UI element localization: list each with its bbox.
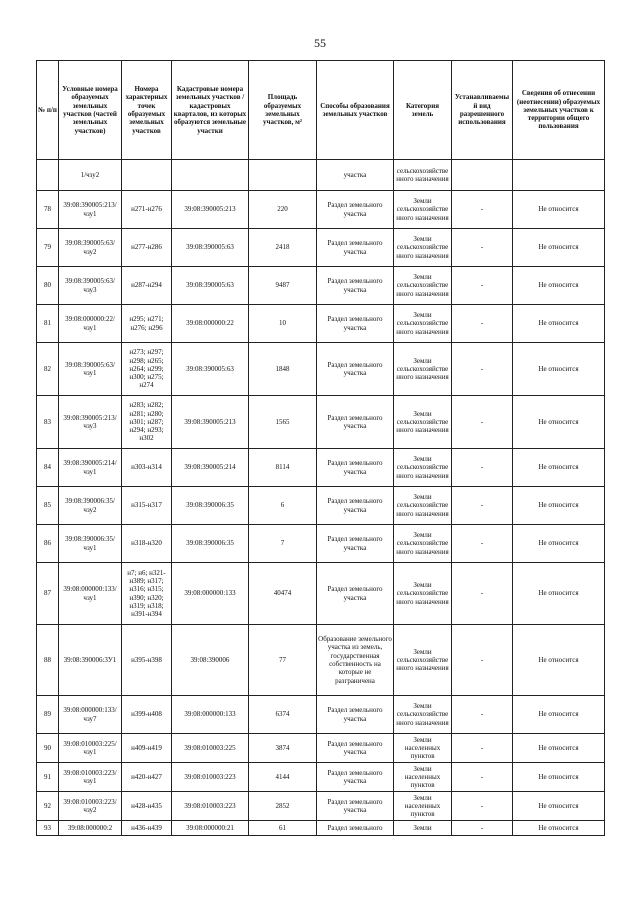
cell-area: 8114 bbox=[249, 449, 317, 487]
cell-num: 84 bbox=[37, 449, 59, 487]
cell-public-use: Не относится bbox=[513, 487, 605, 525]
cell-permitted-use bbox=[452, 160, 513, 191]
cell-points: н420-н427 bbox=[122, 763, 172, 792]
cell-method: Раздел земельного участка bbox=[317, 191, 394, 229]
cell-method: Раздел земельного участка bbox=[317, 487, 394, 525]
cell-cadastral: 39:08:390006 bbox=[172, 625, 249, 696]
cell-num: 82 bbox=[37, 343, 59, 396]
cell-conditional-number: 39:08:000000:22/чзу1 bbox=[59, 305, 122, 343]
cell-cadastral: 39:08:000000:133 bbox=[172, 563, 249, 625]
table-header-row bbox=[37, 61, 605, 160]
cell-area: 61 bbox=[249, 821, 317, 836]
cell-points: н7; н6; н321-н389; н317; н316; н315; н390; н320; н319; н318; н391-н394 bbox=[122, 563, 172, 625]
cell-category: Земли сельскохозяйственного назначения bbox=[394, 563, 452, 625]
cell-num: 79 bbox=[37, 229, 59, 267]
land-plots-table bbox=[36, 60, 605, 836]
cell-area bbox=[249, 160, 317, 191]
cell-public-use: Не относится bbox=[513, 449, 605, 487]
header-conditional-number: Условные номера образуемых земельных участков (частей земельных участков) bbox=[59, 61, 122, 160]
cell-num: 88 bbox=[37, 625, 59, 696]
cell-conditional-number: 39:08:390006:35/чзу1 bbox=[59, 525, 122, 563]
cell-num: 78 bbox=[37, 191, 59, 229]
cell-area: 6 bbox=[249, 487, 317, 525]
header-num: № п/п bbox=[37, 61, 59, 160]
cell-category: Земли сельскохозяйственного назначения bbox=[394, 449, 452, 487]
cell-category: Земли сельскохозяйственного назначения bbox=[394, 487, 452, 525]
cell-category: Земли сельскохозяйственного назначения bbox=[394, 229, 452, 267]
cell-conditional-number: 39:08:010003:223/чзу2 bbox=[59, 792, 122, 821]
cell-cadastral: 39:08:000000:22 bbox=[172, 305, 249, 343]
cell-num bbox=[37, 160, 59, 191]
cell-area: 4144 bbox=[249, 763, 317, 792]
cell-conditional-number: 39:08:390006:3У1 bbox=[59, 625, 122, 696]
cell-public-use bbox=[513, 160, 605, 191]
cell-permitted-use: - bbox=[452, 792, 513, 821]
table-row bbox=[37, 229, 605, 267]
cell-permitted-use: - bbox=[452, 821, 513, 836]
cell-area: 2852 bbox=[249, 792, 317, 821]
table-row bbox=[37, 734, 605, 763]
table-row bbox=[37, 525, 605, 563]
cell-num: 83 bbox=[37, 396, 59, 449]
cell-public-use: Не относится bbox=[513, 396, 605, 449]
cell-area: 9487 bbox=[249, 267, 317, 305]
cell-conditional-number: 39:08:010003:223/чзу1 bbox=[59, 763, 122, 792]
table-row bbox=[37, 487, 605, 525]
cell-permitted-use: - bbox=[452, 396, 513, 449]
cell-permitted-use: - bbox=[452, 343, 513, 396]
cell-method: Раздел земельного участка bbox=[317, 563, 394, 625]
cell-points: н283; н282; н281; н280; н301; н287; н294; н293; н302 bbox=[122, 396, 172, 449]
cell-method: Раздел земельного участка bbox=[317, 396, 394, 449]
cell-public-use: Не относится bbox=[513, 305, 605, 343]
cell-cadastral: 39:08:390005:214 bbox=[172, 449, 249, 487]
cell-method: Раздел земельного участка bbox=[317, 792, 394, 821]
cell-cadastral: 39:08:390006:35 bbox=[172, 487, 249, 525]
table-row bbox=[37, 821, 605, 836]
cell-conditional-number: 39:08:000000:133/чзу7 bbox=[59, 696, 122, 734]
cell-category: Земли населенных пунктов bbox=[394, 792, 452, 821]
cell-public-use: Не относится bbox=[513, 821, 605, 836]
table-row bbox=[37, 792, 605, 821]
cell-method: Раздел земельного участка bbox=[317, 696, 394, 734]
cell-permitted-use: - bbox=[452, 267, 513, 305]
cell-cadastral bbox=[172, 160, 249, 191]
cell-permitted-use: - bbox=[452, 625, 513, 696]
cell-method: Раздел земельного участка bbox=[317, 267, 394, 305]
header-category: Категория земель bbox=[394, 61, 452, 160]
cell-area: 1565 bbox=[249, 396, 317, 449]
header-area: Площадь образуемых земельных участков, м² bbox=[249, 61, 317, 160]
cell-points: н277-н286 bbox=[122, 229, 172, 267]
cell-cadastral: 39:08:000000:21 bbox=[172, 821, 249, 836]
cell-cadastral: 39:08:390006:35 bbox=[172, 525, 249, 563]
cell-points: н271-н276 bbox=[122, 191, 172, 229]
cell-permitted-use: - bbox=[452, 191, 513, 229]
cell-num: 89 bbox=[37, 696, 59, 734]
cell-method: Раздел земельного участка bbox=[317, 763, 394, 792]
cell-public-use: Не относится bbox=[513, 625, 605, 696]
cell-category: Земли bbox=[394, 821, 452, 836]
table-row bbox=[37, 625, 605, 696]
cell-public-use: Не относится bbox=[513, 229, 605, 267]
cell-num: 80 bbox=[37, 267, 59, 305]
cell-points: н318-н320 bbox=[122, 525, 172, 563]
cell-public-use: Не относится bbox=[513, 191, 605, 229]
cell-category: Земли сельскохозяйственного назначения bbox=[394, 305, 452, 343]
cell-category: Земли населенных пунктов bbox=[394, 763, 452, 792]
cell-category: Земли сельскохозяйственного назначения bbox=[394, 525, 452, 563]
cell-category: Земли сельскохозяйственного назначения bbox=[394, 343, 452, 396]
cell-public-use: Не относится bbox=[513, 563, 605, 625]
table-row bbox=[37, 267, 605, 305]
cell-points: н315-н317 bbox=[122, 487, 172, 525]
header-cadastral: Кадастровые номера земельных участков / кадастровых кварталов, из которых образуются земельные участки bbox=[172, 61, 249, 160]
cell-num: 86 bbox=[37, 525, 59, 563]
cell-cadastral: 39:08:390005:63 bbox=[172, 343, 249, 396]
cell-area: 2418 bbox=[249, 229, 317, 267]
cell-public-use: Не относится bbox=[513, 343, 605, 396]
cell-category: Земли сельскохозяйственного назначения bbox=[394, 267, 452, 305]
cell-category: Земли сельскохозяйственного назначения bbox=[394, 191, 452, 229]
cell-cadastral: 39:08:010003:223 bbox=[172, 792, 249, 821]
cell-permitted-use: - bbox=[452, 563, 513, 625]
table-row bbox=[37, 563, 605, 625]
cell-method: Раздел земельного bbox=[317, 821, 394, 836]
cell-permitted-use: - bbox=[452, 449, 513, 487]
cell-num: 91 bbox=[37, 763, 59, 792]
cell-public-use: Не относится bbox=[513, 525, 605, 563]
cell-area: 1848 bbox=[249, 343, 317, 396]
cell-points: н436-н439 bbox=[122, 821, 172, 836]
cell-conditional-number: 39:08:390005:63/чзу2 bbox=[59, 229, 122, 267]
table-row bbox=[37, 763, 605, 792]
cell-permitted-use: - bbox=[452, 734, 513, 763]
cell-num: 93 bbox=[37, 821, 59, 836]
cell-permitted-use: - bbox=[452, 305, 513, 343]
cell-points: н409-н419 bbox=[122, 734, 172, 763]
cell-method: Образование земельного участка из земель, государственная собственность на которые не разграничена bbox=[317, 625, 394, 696]
header-methods: Способы образования земельных участков bbox=[317, 61, 394, 160]
cell-permitted-use: - bbox=[452, 487, 513, 525]
cell-num: 92 bbox=[37, 792, 59, 821]
cell-public-use: Не относится bbox=[513, 734, 605, 763]
cell-method: Раздел земельного участка bbox=[317, 343, 394, 396]
cell-conditional-number: 39:08:000000:133/чзу1 bbox=[59, 563, 122, 625]
cell-public-use: Не относится bbox=[513, 696, 605, 734]
cell-area: 77 bbox=[249, 625, 317, 696]
cell-area: 10 bbox=[249, 305, 317, 343]
cell-conditional-number: 39:08:390006:35/чзу2 bbox=[59, 487, 122, 525]
table-row bbox=[37, 343, 605, 396]
table-row bbox=[37, 449, 605, 487]
cell-method: Раздел земельного участка bbox=[317, 525, 394, 563]
cell-area: 220 bbox=[249, 191, 317, 229]
cell-cadastral: 39:08:010003:223 bbox=[172, 763, 249, 792]
cell-cadastral: 39:08:010003:225 bbox=[172, 734, 249, 763]
cell-category: Земли населенных пунктов bbox=[394, 734, 452, 763]
cell-conditional-number: 39:08:390005:63/чзу3 bbox=[59, 267, 122, 305]
cell-points: н303-н314 bbox=[122, 449, 172, 487]
cell-public-use: Не относится bbox=[513, 763, 605, 792]
cell-points: н399-н408 bbox=[122, 696, 172, 734]
cell-conditional-number: 39:08:390005:213/чзу3 bbox=[59, 396, 122, 449]
cell-num: 87 bbox=[37, 563, 59, 625]
cell-points: н287-н294 bbox=[122, 267, 172, 305]
cell-method: Раздел земельного участка bbox=[317, 229, 394, 267]
cell-conditional-number: 39:08:390005:214/чзу1 bbox=[59, 449, 122, 487]
cell-cadastral: 39:08:390005:213 bbox=[172, 191, 249, 229]
cell-permitted-use: - bbox=[452, 525, 513, 563]
cell-method: участка bbox=[317, 160, 394, 191]
cell-cadastral: 39:08:390005:63 bbox=[172, 229, 249, 267]
cell-area: 40474 bbox=[249, 563, 317, 625]
cell-points: н395-н398 bbox=[122, 625, 172, 696]
cell-cadastral: 39:08:390005:63 bbox=[172, 267, 249, 305]
cell-conditional-number: 1/чзу2 bbox=[59, 160, 122, 191]
header-public-use: Сведения об отнесении (неотнесении) образуемых земельных участков к территории общего пользования bbox=[513, 61, 605, 160]
cell-permitted-use: - bbox=[452, 696, 513, 734]
table-body bbox=[37, 160, 605, 836]
cell-method: Раздел земельного участка bbox=[317, 449, 394, 487]
cell-method: Раздел земельного участка bbox=[317, 734, 394, 763]
cell-points: н295; н271; н276; н296 bbox=[122, 305, 172, 343]
cell-area: 3874 bbox=[249, 734, 317, 763]
cell-method: Раздел земельного участка bbox=[317, 305, 394, 343]
cell-points bbox=[122, 160, 172, 191]
header-points: Номера характерных точек образуемых земельных участков bbox=[122, 61, 172, 160]
cell-cadastral: 39:08:000000:133 bbox=[172, 696, 249, 734]
table-row bbox=[37, 396, 605, 449]
cell-conditional-number: 39:08:390005:213/чзу1 bbox=[59, 191, 122, 229]
table-row bbox=[37, 160, 605, 191]
cell-num: 90 bbox=[37, 734, 59, 763]
cell-area: 6374 bbox=[249, 696, 317, 734]
cell-points: н273; н297; н298; н265; н264; н299; н300; н275; н274 bbox=[122, 343, 172, 396]
cell-conditional-number: 39:08:000000:2 bbox=[59, 821, 122, 836]
cell-num: 85 bbox=[37, 487, 59, 525]
cell-num: 81 bbox=[37, 305, 59, 343]
cell-public-use: Не относится bbox=[513, 792, 605, 821]
cell-category: Земли сельскохозяйственного назначения bbox=[394, 625, 452, 696]
header-permitted-use: Устанавливаемый вид разрешенного использования bbox=[452, 61, 513, 160]
cell-category: Земли сельскохозяйственного назначения bbox=[394, 396, 452, 449]
table-row bbox=[37, 696, 605, 734]
cell-category: сельскохозяйственного назначения bbox=[394, 160, 452, 191]
cell-cadastral: 39:08:390005:213 bbox=[172, 396, 249, 449]
table-row bbox=[37, 191, 605, 229]
cell-conditional-number: 39:08:390005:63/чзу1 bbox=[59, 343, 122, 396]
cell-area: 7 bbox=[249, 525, 317, 563]
table-row bbox=[37, 305, 605, 343]
cell-conditional-number: 39:08:010003:225/чзу1 bbox=[59, 734, 122, 763]
page-number: 55 bbox=[314, 36, 326, 50]
cell-public-use: Не относится bbox=[513, 267, 605, 305]
cell-permitted-use: - bbox=[452, 763, 513, 792]
cell-category: Земли сельскохозяйственного назначения bbox=[394, 696, 452, 734]
cell-permitted-use: - bbox=[452, 229, 513, 267]
cell-points: н428-н435 bbox=[122, 792, 172, 821]
